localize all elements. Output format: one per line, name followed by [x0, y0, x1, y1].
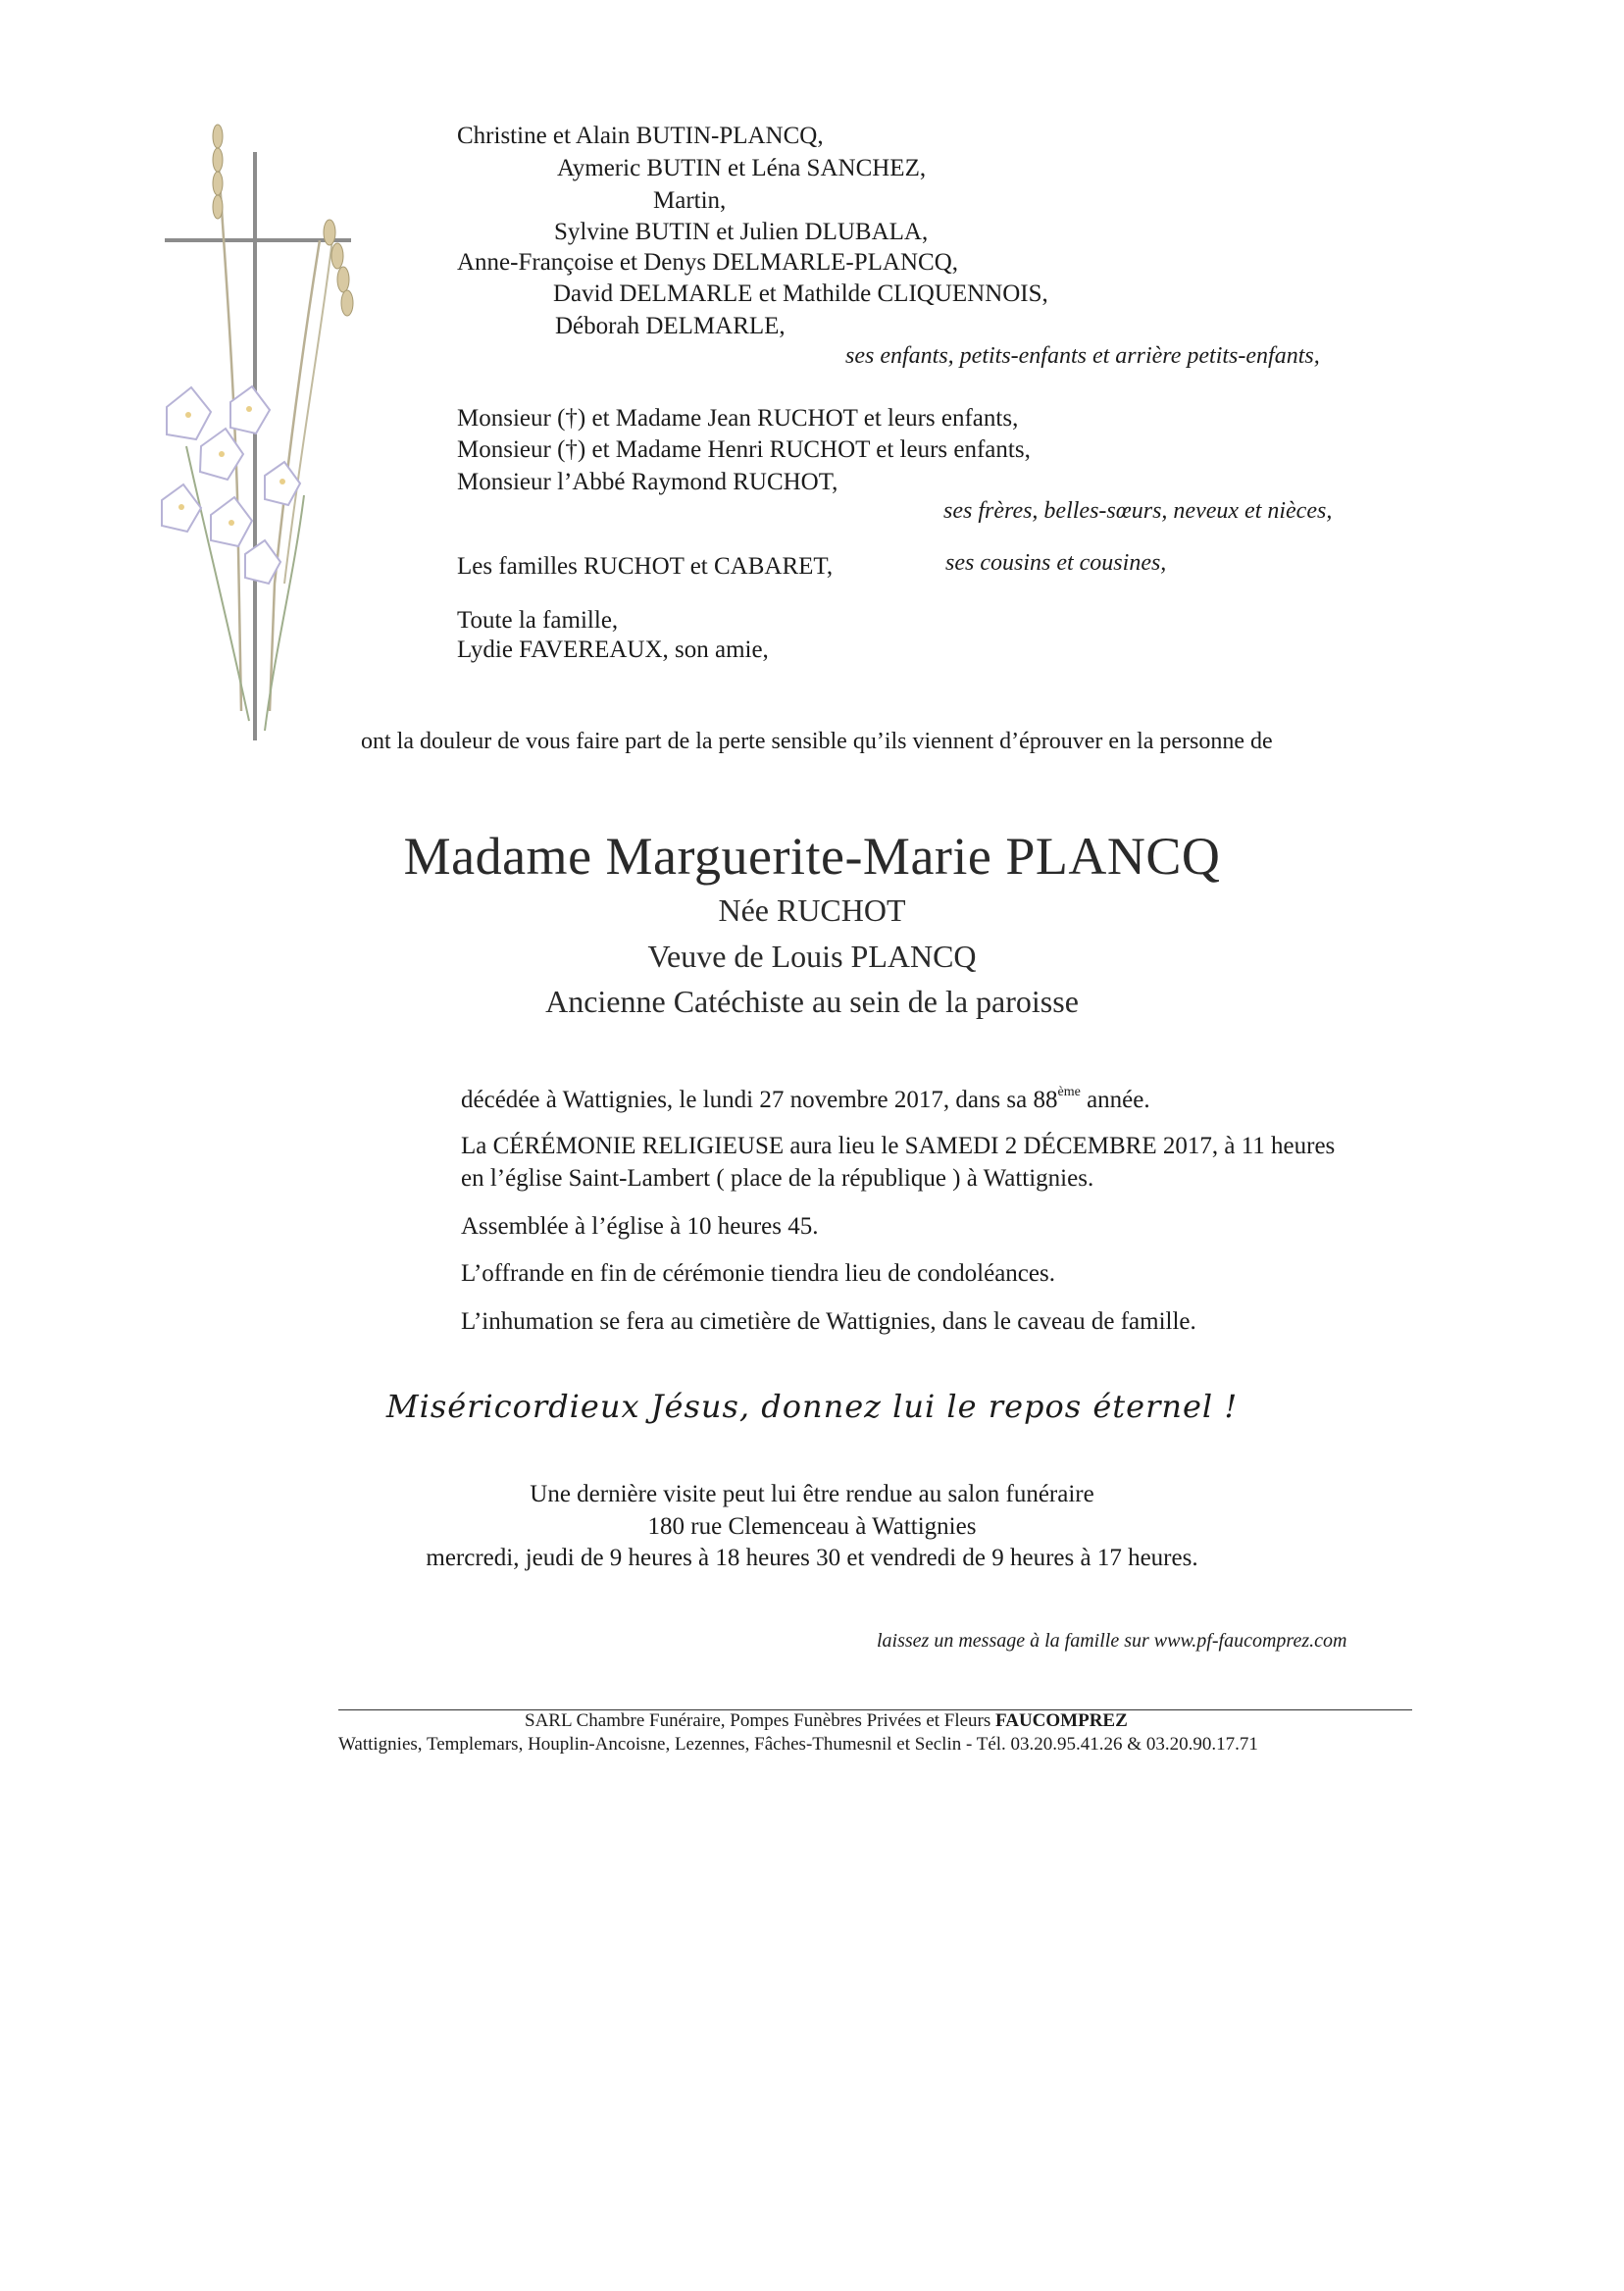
- sibling-1: Monsieur (†) et Madame Jean RUCHOT et leurs enfants,: [457, 405, 1019, 432]
- family-child-7: Déborah DELMARLE,: [555, 313, 786, 339]
- visit-line-3: mercredi, jeudi de 9 heures à 18 heures 30 et vendredi de 9 heures à 17 heures.: [426, 1545, 1198, 1571]
- children-role: ses enfants, petits-enfants et arrière petits-enfants,: [845, 343, 1320, 369]
- message-link: laissez un message à la famille sur www.pf-faucomprez.com: [877, 1630, 1347, 1652]
- assembly: Assemblée à l’église à 10 heures 45.: [461, 1213, 819, 1240]
- announcement: ont la douleur de vous faire part de la perte sensible qu’ils viennent d’éprouver en la personne de: [361, 729, 1273, 754]
- other-family-2: Lydie FAVEREAUX, son amie,: [457, 636, 769, 663]
- visit-line-1: Une dernière visite peut lui être rendue au salon funéraire: [530, 1481, 1094, 1507]
- deceased-role: Ancienne Catéchiste au sein de la paroisse: [545, 984, 1079, 1019]
- footer-line-2: Wattignies, Templemars, Houplin-Ancoisne, Lezennes, Fâches-Thumesnil et Seclin - Tél. 03.20.95.41.26 & 03.20.90.17.71: [338, 1734, 1258, 1755]
- cousins-role: ses cousins et cousines,: [945, 550, 1167, 576]
- footer-line-1: SARL Chambre Funéraire, Pompes Funèbres Privées et Fleurs FAUCOMPREZ: [525, 1710, 1128, 1731]
- ceremony-line-1: La CÉRÉMONIE RELIGIEUSE aura lieu le SAMEDI 2 DÉCEMBRE 2017, à 11 heures: [461, 1133, 1336, 1159]
- family-child-2: Aymeric BUTIN et Léna SANCHEZ,: [557, 155, 927, 181]
- family-child-6: David DELMARLE et Mathilde CLIQUENNOIS,: [553, 280, 1048, 307]
- death-notice: décédée à Wattignies, le lundi 27 novembre 2017, dans sa 88ème année.: [461, 1085, 1150, 1113]
- deceased-name: Madame Marguerite-Marie PLANCQ: [403, 827, 1221, 886]
- sibling-2: Monsieur (†) et Madame Henri RUCHOT et leurs enfants,: [457, 436, 1031, 463]
- deceased-widow: Veuve de Louis PLANCQ: [647, 939, 977, 974]
- family-child-1: Christine et Alain BUTIN-PLANCQ,: [457, 123, 824, 149]
- burial: L’inhumation se fera au cimetière de Wattignies, dans le caveau de famille.: [461, 1308, 1196, 1335]
- family-child-3: Martin,: [653, 187, 727, 214]
- family-child-4: Sylvine BUTIN et Julien DLUBALA,: [554, 219, 929, 245]
- prayer: Miséricordieux Jésus, donnez lui le repos éternel !: [385, 1388, 1239, 1425]
- ceremony-line-2: en l’église Saint-Lambert ( place de la république ) à Wattignies.: [461, 1165, 1094, 1192]
- deceased-born: Née RUCHOT: [718, 892, 906, 928]
- family-child-5: Anne-Françoise et Denys DELMARLE-PLANCQ,: [457, 249, 959, 276]
- offering: L’offrande en fin de cérémonie tiendra lieu de condoléances.: [461, 1260, 1055, 1287]
- visit-line-2: 180 rue Clemenceau à Wattignies: [647, 1513, 977, 1540]
- cross-flowers-decoration: [127, 123, 382, 750]
- other-family-1: Toute la famille,: [457, 607, 619, 634]
- sibling-3: Monsieur l’Abbé Raymond RUCHOT,: [457, 469, 838, 495]
- siblings-role: ses frères, belles-sœurs, neveux et nièces,: [943, 498, 1333, 524]
- cousins: Les familles RUCHOT et CABARET,: [457, 553, 834, 580]
